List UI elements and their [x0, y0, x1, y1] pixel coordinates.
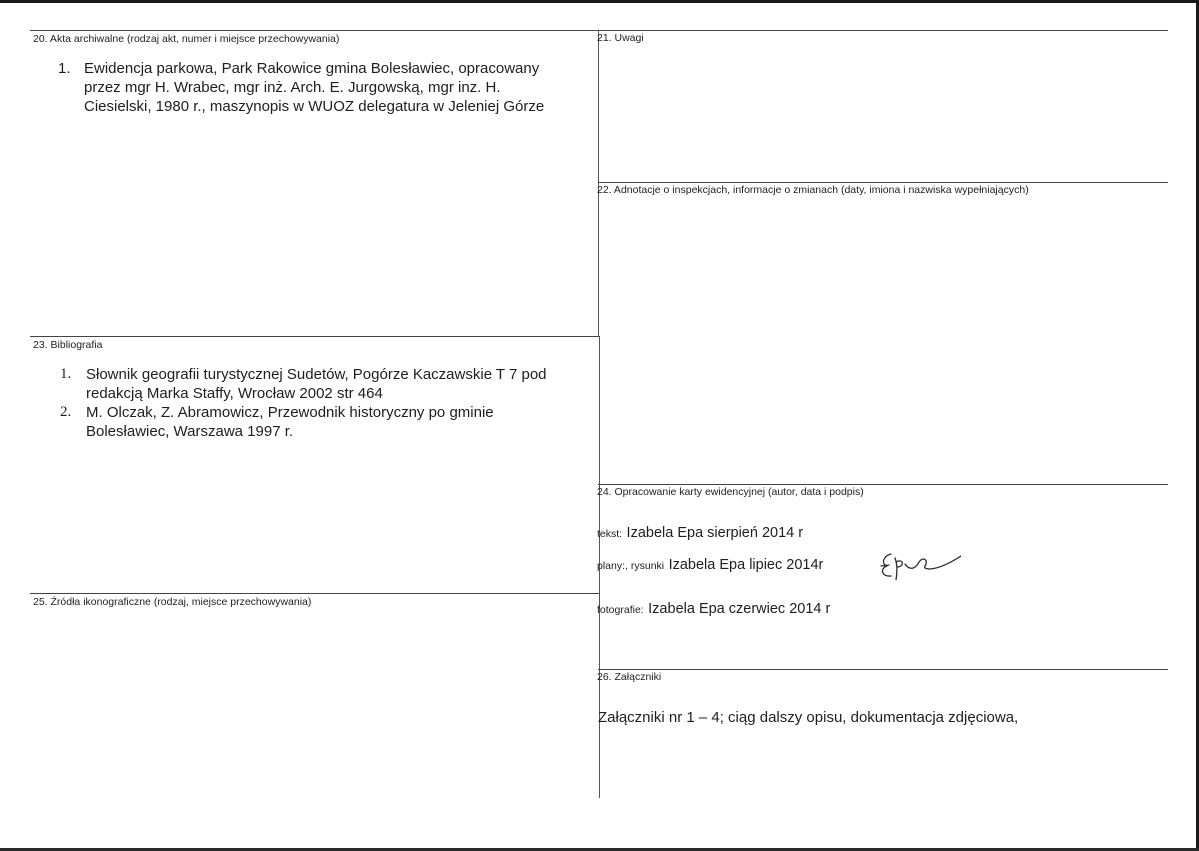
scan-edge-top [0, 0, 1199, 3]
item-line: Ciesielski, 1980 r., maszynopis w WUOZ delegatura w Jeleniej Górze [84, 98, 545, 115]
tekst-prefix: tekst: [597, 528, 623, 540]
signature-image [875, 550, 961, 580]
tekst-line [597, 524, 803, 542]
section-20-item-1 [58, 59, 588, 116]
rule-23 [30, 336, 599, 337]
section-26-label: 26. Załączniki [597, 671, 662, 683]
section-22-label: 22. Adnotacje o inspekcjach, informacje o zmianach (daty, imiona i nazwiska wypełniających) [597, 184, 1029, 196]
rule-26 [598, 669, 1168, 670]
section-23-item-2 [60, 403, 590, 441]
plany-line [597, 556, 823, 574]
item-line: Bolesławiec, Warszawa 1997 r. [86, 423, 294, 440]
item-line: przez mgr H. Wrabec, mgr inż. Arch. E. Jurgowską, mgr inz. H. [84, 79, 501, 96]
rule-24 [598, 484, 1168, 485]
item-number: 2. [60, 404, 72, 420]
section-21-label: 21. Uwagi [597, 32, 644, 44]
item-number: 1. [60, 366, 72, 382]
plany-prefix: plany:, rysunki [597, 560, 665, 572]
plany-value: Izabela Epa lipiec 2014r [668, 557, 824, 573]
item-number: 1. [58, 60, 71, 77]
rule-25 [30, 593, 599, 594]
item-line: Słownik geografii turystycznej Sudetów, Pogórze Kaczawskie T 7 pod [86, 366, 547, 383]
tekst-value: Izabela Epa sierpień 2014 r [626, 525, 804, 541]
section-24-label: 24. Opracowanie karty ewidencyjnej (autor, data i podpis) [597, 486, 864, 498]
section-20-list [58, 59, 588, 116]
section-20-label: 20. Akta archiwalne (rodzaj akt, numer i miejsce przechowywania) [33, 33, 340, 45]
foto-prefix: fotografie: [597, 604, 644, 616]
column-divider-upper [598, 30, 599, 336]
foto-value: Izabela Epa czerwiec 2014 r [648, 601, 831, 617]
section-26-text: Załączniki nr 1 – 4; ciąg dalszy opisu, dokumentacja zdjęciowa, [598, 709, 1019, 726]
item-line: Ewidencja parkowa, Park Rakowice gmina Bolesławiec, opracowany [84, 60, 540, 77]
rule-22 [598, 182, 1168, 183]
section-25-label: 25. Źródła ikonograficzne (rodzaj, miejsce przechowywania) [33, 596, 312, 608]
section-23-label: 23. Bibliografia [33, 339, 103, 351]
foto-line [597, 600, 830, 618]
item-line: redakcją Marka Staffy, Wrocław 2002 str 464 [86, 385, 383, 402]
item-line: M. Olczak, Z. Abramowicz, Przewodnik historyczny po gminie [86, 404, 494, 421]
section-23-list [60, 365, 590, 441]
rule-top [30, 30, 1168, 31]
section-23-item-1 [60, 365, 590, 403]
